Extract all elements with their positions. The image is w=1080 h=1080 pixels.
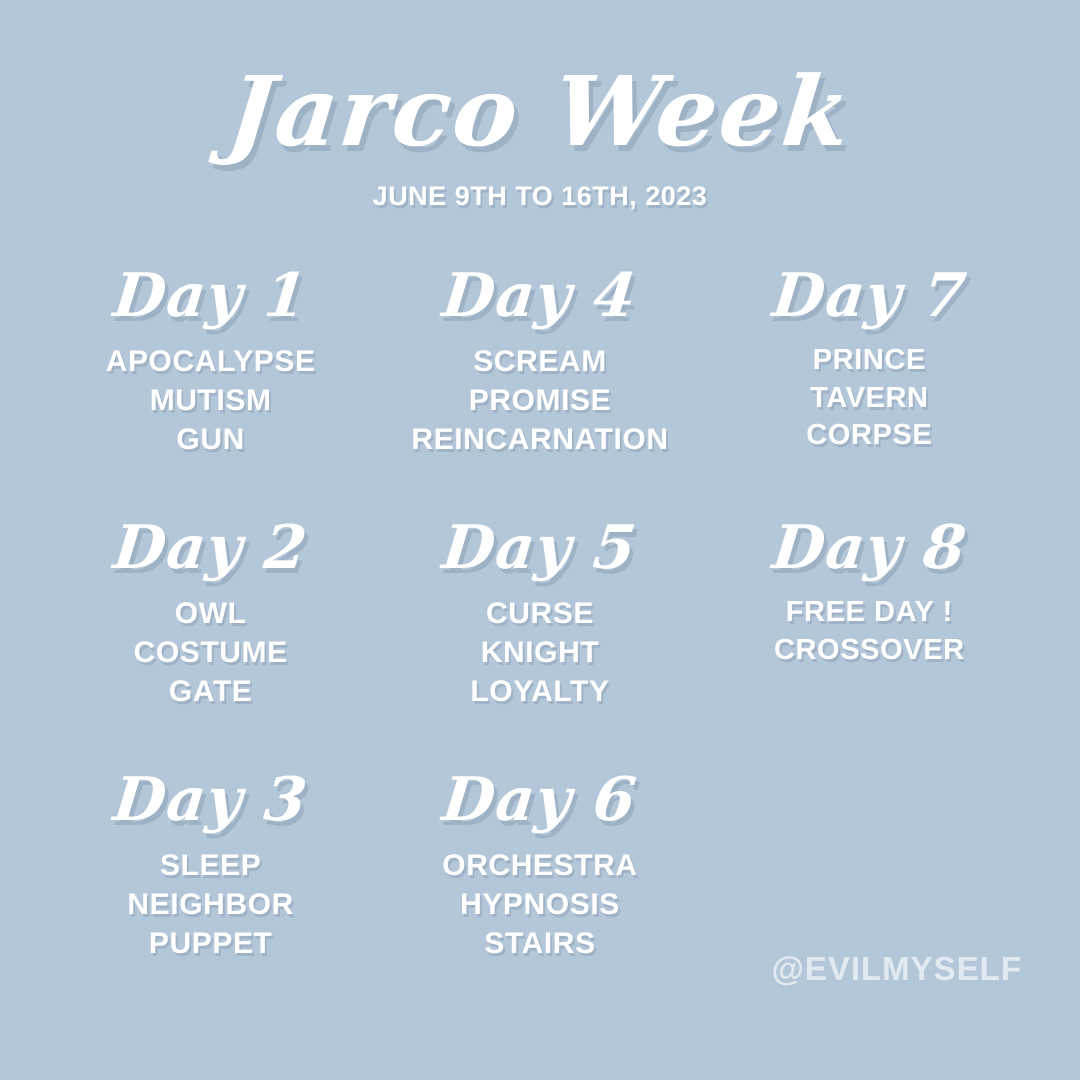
list-item: GUN [176, 423, 245, 456]
day-label: Day 7 [768, 261, 970, 331]
event-dates: JUNE 9TH TO 16TH, 2023 [372, 180, 708, 211]
poster-header [0, 0, 1080, 212]
day-label: Day 8 [768, 513, 970, 583]
day-label: Day 1 [110, 261, 312, 331]
day-cell-2 [46, 514, 375, 766]
day-cell-3 [46, 766, 375, 1018]
day-label: Day 6 [439, 765, 641, 835]
list-item: PRINCE [812, 344, 926, 376]
prompt-list [375, 594, 704, 711]
list-item: ORCHESTRA [442, 849, 638, 882]
day-cell-4 [375, 262, 704, 514]
list-item: COSTUME [133, 636, 288, 669]
list-item: PUPPET [148, 927, 273, 960]
prompt-list [705, 342, 1034, 455]
day-grid [46, 262, 1034, 1018]
page-title: Jarco Week [222, 55, 858, 168]
prompt-list [705, 594, 1034, 669]
list-item: OWL [174, 597, 247, 630]
list-item: SLEEP [159, 849, 262, 882]
list-item: APOCALYPSE [105, 345, 316, 378]
list-item: KNIGHT [480, 636, 600, 669]
list-item: STAIRS [484, 927, 596, 960]
list-item: TAVERN [810, 381, 929, 414]
day-cell-7 [705, 262, 1034, 514]
list-item: CURSE [485, 597, 594, 630]
list-item: HYPNOSIS [460, 888, 620, 921]
prompt-list [46, 846, 375, 963]
list-item: CROSSOVER [773, 633, 965, 666]
day-label: Day 5 [439, 513, 641, 583]
list-item: FREE DAY ! [785, 596, 953, 628]
list-item: NEIGHBOR [127, 888, 294, 921]
day-label: Day 4 [439, 261, 641, 331]
prompt-list [46, 594, 375, 711]
list-item: CORPSE [806, 419, 933, 452]
day-label: Day 3 [110, 765, 312, 835]
list-item: PROMISE [468, 384, 612, 417]
prompt-list [46, 342, 375, 459]
watermark-handle: @EVILMYSELF [771, 950, 1022, 987]
list-item: MUTISM [149, 384, 272, 417]
day-cell-1 [46, 262, 375, 514]
list-item: LOYALTY [470, 675, 610, 708]
day-cell-6 [375, 766, 704, 1018]
day-label: Day 2 [110, 513, 312, 583]
day-cell-8 [705, 514, 1034, 766]
day-cell-5 [375, 514, 704, 766]
list-item: REINCARNATION [411, 423, 669, 456]
list-item: GATE [168, 675, 253, 708]
list-item: SCREAM [473, 345, 607, 378]
prompt-list [375, 846, 704, 963]
prompt-list [375, 342, 704, 459]
